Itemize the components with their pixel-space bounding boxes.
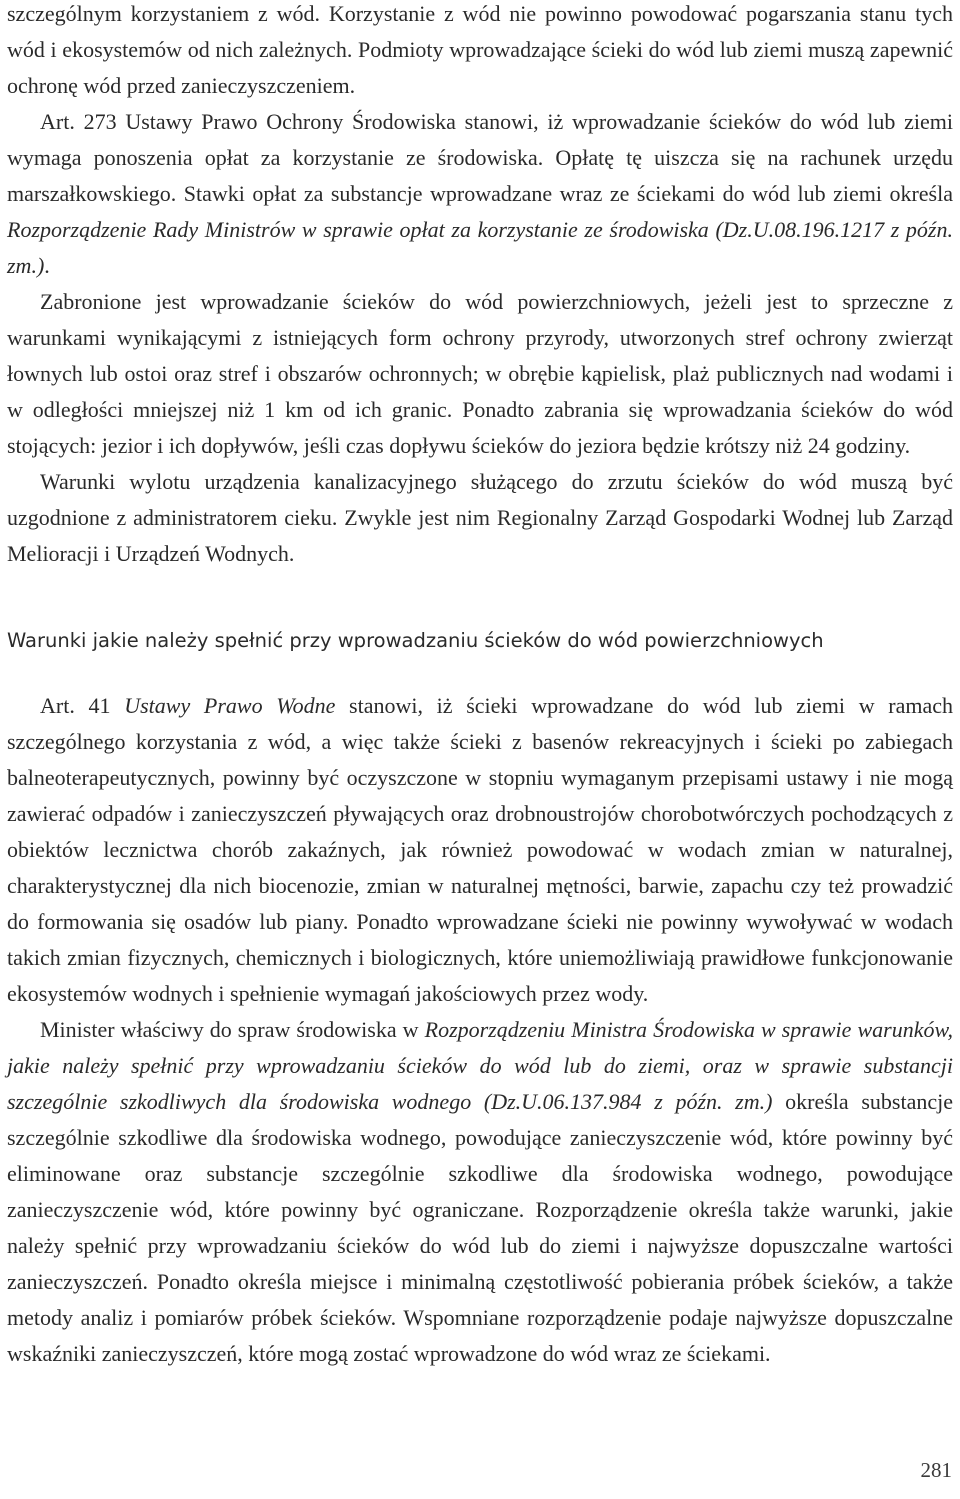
paragraph-minister-regulation	[7, 1012, 953, 1372]
page-number: 281	[920, 1458, 952, 1482]
regulation-title: Rozporządzeniu Ministra Środowiska w sprawie warunków, jakie należy spełnić przy wprowadzaniu ścieków do wód lub do ziemi, oraz w sprawie substancji szczególnie szkodliwych dla środowiska wodnego (Dz.U.06.137.984 z późn. zm.)	[7, 1017, 953, 1114]
paragraph-text: określa substancje szczególnie szkodliwe dla środowiska wodnego, powodujące zanieczyszczenie wód, które powinny być eliminowane oraz substancje szczególnie szkodliwe dla środowiska wodnego, powodujące zanieczyszczenie wód, które powinny być ograniczane. Rozporządzenie określa także warunki, jakie należy spełnić przy wprowadzaniu ścieków do wód lub do ziemi i najwyższe dopuszczalne wartości zanieczyszczeń. Ponadto określa miejsce i minimalną częstotliwość pobierania próbek ścieków, a także metody analiz i pomiarów próbek ścieków. Wspomniane rozporządzenie podaje najwyższe dopuszczalne wskaźniki zanieczyszczeń, które mogą zostać wprowadzone do wód wraz ze ściekami.	[7, 1089, 953, 1366]
paragraph-text: szczególnym korzystaniem z wód. Korzystanie z wód nie powinno powodować pogarszania stanu tych wód i ekosystemów od nich zależnych. Podmioty wprowadzające ścieki do wód lub ziemi muszą zapewnić ochronę wód przed zanieczyszczeniem.	[7, 1, 953, 98]
section-heading: Warunki jakie należy spełnić przy wprowadzaniu ścieków do wód powierzchniowych	[7, 629, 824, 652]
paragraph-text: .	[44, 253, 50, 278]
paragraph-text: Minister właściwy do spraw środowiska w	[40, 1017, 425, 1042]
paragraph-continuation	[7, 0, 953, 104]
paragraph-art-273	[7, 104, 953, 284]
body-text-bottom	[7, 688, 953, 1372]
paragraph-text: stanowi, iż ścieki wprowadzane do wód lub ziemi w ramach szczególnego korzystania z wód, a więc także ścieki z basenów rekreacyjnych i ścieki po zabiegach balneoterapeutycznych, powinny być oczyszczone w stopniu wymaganym przepisami ustawy i nie mogą zawierać odpadów i zanieczyszczeń pływających oraz drobnoustrojów chorobotwórczych pochodzących z obiektów lecznictwa chorób zakaźnych, jak również powodować w wodach zmian w naturalnej, charakterystycznej dla nich biocenozie, zmian w naturalnej mętności, barwie, zapachu czy też prowadzić do formowania się osadów lub piany. Ponadto wprowadzane ścieki nie powinny wywoływać w wodach takich zmian fizycznych, chemicznych i biologicznych, które uniemożliwiają prawidłowe funkcjonowanie ekosystemów wodnych i spełnienie wymagań jakościowych przez wody.	[7, 693, 954, 1006]
paragraph-art-41	[7, 688, 953, 1012]
act-title: Ustawy Prawo Wodne	[124, 693, 336, 718]
paragraph-text: Art. 273 Ustawy Prawo Ochrony Środowiska stanowi, iż wprowadzanie ścieków do wód lub ziemi wymaga ponoszenia opłat za korzystanie ze środowiska. Opłatę tę uiszcza się na rachunek urzędu marszałkowskiego. Stawki opłat za substancje wprowadzane wraz ze ściekami do wód lub ziemi określa	[7, 109, 953, 206]
paragraph-text: Zabronione jest wprowadzanie ścieków do wód powierzchniowych, jeżeli jest to sprzeczne z warunkami wynikającymi z istniejących form ochrony przyrody, utworzonych stref ochrony zwierząt łownych lub ostoi oraz stref i obszarów ochronnych; w obrębie kąpielisk, plaż publicznych nad wodami i w odległości mniejszej niż 1 km od ich granic. Ponadto zabrania się wprowadzania ścieków do wód stojących: jezior i ich dopływów, jeśli czas dopływu ścieków do jeziora będzie krótszy niż 24 godziny.	[7, 289, 953, 458]
paragraph-outlet-conditions	[7, 464, 953, 572]
body-text-top	[7, 0, 953, 572]
paragraph-text: Art. 41	[40, 693, 125, 718]
paragraph-prohibitions	[7, 284, 953, 464]
regulation-title: Rozporządzenie Rady Ministrów w sprawie opłat za korzystanie ze środowiska (Dz.U.08.196.1217 z późn. zm.)	[7, 217, 953, 278]
paragraph-text: Warunki wylotu urządzenia kanalizacyjnego służącego do zrzutu ścieków do wód muszą być uzgodnione z administratorem cieku. Zwykle jest nim Regionalny Zarząd Gospodarki Wodnej lub Zarząd Melioracji i Urządzeń Wodnych.	[7, 469, 953, 566]
